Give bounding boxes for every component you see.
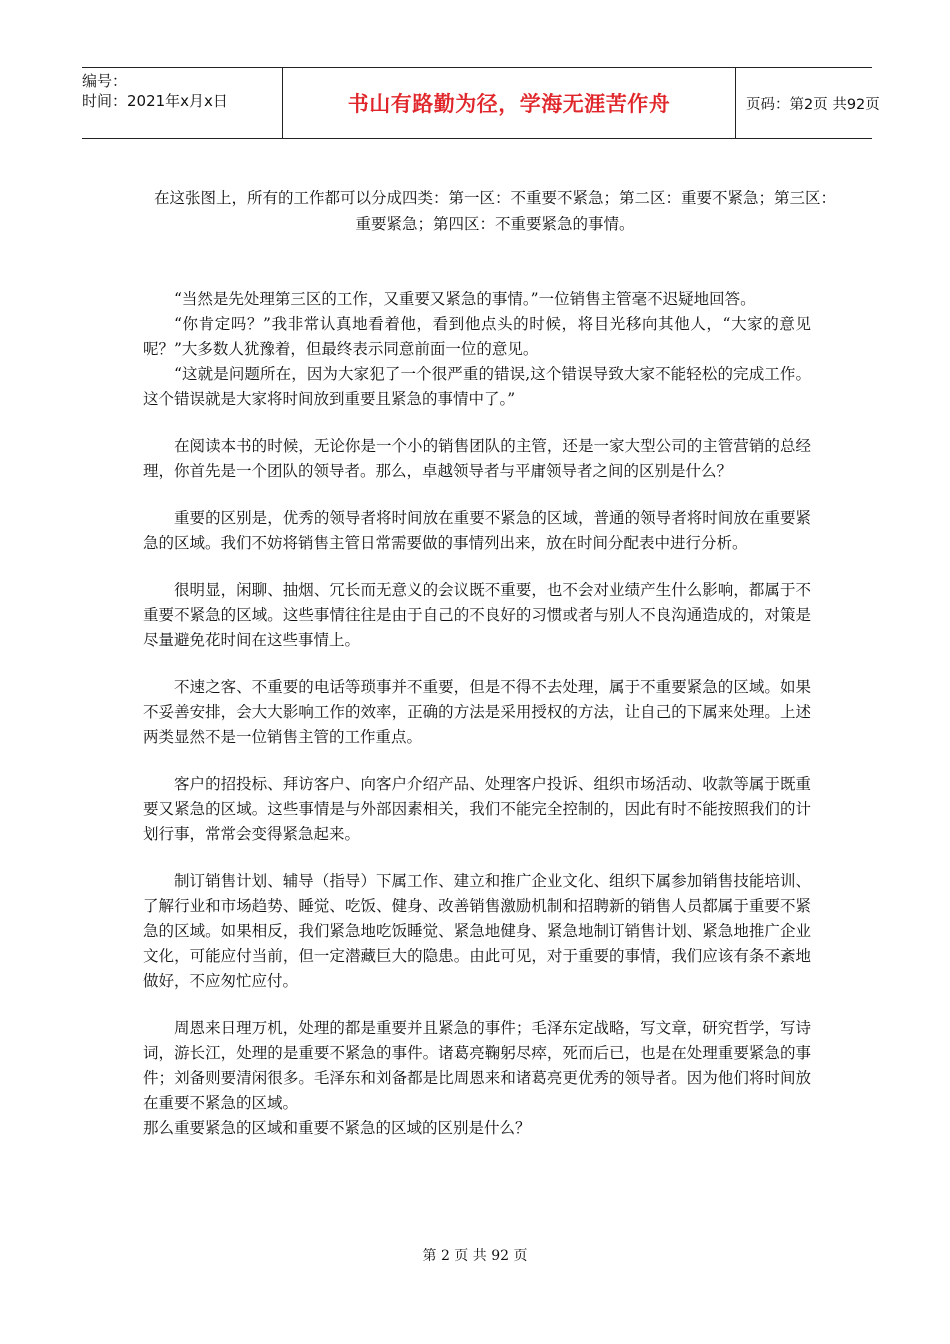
paragraph: “这就是问题所在，因为大家犯了一个很严重的错误,这个错误导致大家不能轻松的完成工作。这个错误就是大家将时间放到重要且紧急的事情中了。” [143, 365, 811, 408]
time-label: 时间：2021年x月x日 [82, 92, 228, 110]
page-label: 页码：第2页 共92页 [746, 96, 880, 113]
motto: 书山有路勤为径，学海无涯苦作舟 [347, 92, 671, 116]
paragraph: 不速之客、不重要的电话等琐事并不重要，但是不得不去处理，属于不重要紧急的区域。如果不妥善安排，会大大影响工作的效率，正确的方法是采用授权的方法，让自己的下属来处理。上述两类显然不是一位销售主管的工作重点。 [143, 678, 811, 746]
paragraph: 那么重要紧急的区域和重要不紧急的区域的区别是什么？ [143, 1119, 531, 1137]
paragraph: 很明显，闲聊、抽烟、冗长而无意义的会议既不重要，也不会对业绩产生什么影响，都属于不重要不紧急的区域。这些事情往往是由于自己的不良好的习惯或者与别人不良沟通造成的，对策是尽量避免花时间在这些事情上。 [143, 581, 811, 649]
paragraph: “你肯定吗？”我非常认真地看着他，看到他点头的时候，将目光移向其他人，“大家的意见呢？”大多数人犹豫着，但最终表示同意前面一位的意见。 [143, 315, 811, 358]
header-motto-cell [282, 68, 736, 138]
paragraph: 制订销售计划、辅导（指导）下属工作、建立和推广企业文化、组织下属参加销售技能培训、了解行业和市场趋势、睡觉、吃饭、健身、改善销售激励机制和招聘新的销售人员都属于重要不紧急的区域。如果相反，我们紧急地吃饭睡觉、紧急地健身、紧急地制订销售计划、紧急地推广企业文化，可能应付当前，但一定潜藏巨大的隐患。由此可见，对于重要的事情，我们应该有条不紊地做好，不应匆忙应付。 [143, 872, 811, 990]
header-page-cell [736, 68, 880, 138]
page-footer: 第 2 页 共 92 页 [422, 1248, 528, 1264]
intro-caption: 在这张图上，所有的工作都可以分成四类：第一区：不重要不紧急；第二区：重要不紧急；第三区：重要紧急；第四区：不重要紧急的事情。 [153, 189, 836, 233]
header-meta [82, 68, 282, 138]
body-text [143, 287, 811, 1141]
paragraph: “当然是先处理第三区的工作，又重要又紧急的事情。”一位销售主管毫不迟疑地回答。 [174, 290, 756, 308]
paragraph: 重要的区别是，优秀的领导者将时间放在重要不紧急的区域，普通的领导者将时间放在重要紧急的区域。我们不妨将销售主管日常需要做的事情列出来，放在时间分配表中进行分析。 [143, 509, 811, 552]
page-header [82, 67, 880, 139]
paragraph: 在阅读本书的时候，无论你是一个小的销售团队的主管，还是一家大型公司的主管营销的总经理，你首先是一个团队的领导者。那么，卓越领导者与平庸领导者之间的区别是什么？ [143, 437, 811, 480]
number-label: 编号： [82, 72, 128, 90]
paragraph: 周恩来日理万机，处理的都是重要并且紧急的事件；毛泽东定战略，写文章，研究哲学，写诗词，游长江，处理的是重要不紧急的事件。诸葛亮鞠躬尽瘁，死而后已，也是在处理重要紧急的事件；刘备则要清闲很多。毛泽东和刘备都是比周恩来和诸葛亮更优秀的领导者。因为他们将时间放在重要不紧急的区域。 [143, 1019, 811, 1112]
paragraph: 客户的招投标、拜访客户、向客户介绍产品、处理客户投诉、组织市场活动、收款等属于既重要又紧急的区域。这些事情是与外部因素相关，我们不能完全控制的，因此有时不能按照我们的计划行事，常常会变得紧急起来。 [143, 775, 811, 843]
